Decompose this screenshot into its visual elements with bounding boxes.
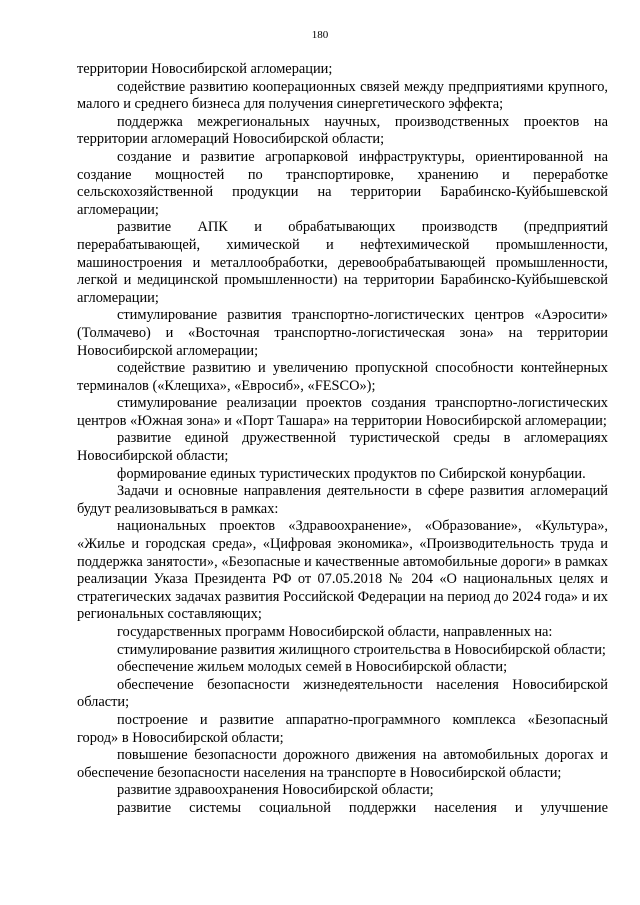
paragraph: развитие АПК и обрабатывающих производств (предприятий перерабатывающей, химической и нефтехимической промышленности, машиностроения и металлообработки, деревообрабатывающей промышленности, легкой и медицинской промышленности) на территории Барабинско-Куйбышевской агломерации; xyxy=(77,219,608,306)
paragraph: стимулирование реализации проектов создания транспортно-логистических центров «Южная зона» и «Порт Ташара» на территории Новосибирской агломерации; xyxy=(77,395,608,429)
paragraph: территории Новосибирской агломерации; xyxy=(77,61,333,77)
paragraph: содействие развитию кооперационных связей между предприятиями крупного, малого и среднего бизнеса для получения синергетического эффекта; xyxy=(77,78,608,113)
paragraph: стимулирование развития жилищного строительства в Новосибирской области; xyxy=(117,641,606,658)
paragraph: обеспечение жильем молодых семей в Новосибирской области; xyxy=(117,659,508,676)
paragraph: развитие единой дружественной туристической среды в агломерациях Новосибирской области; xyxy=(77,430,608,465)
document-body xyxy=(77,61,608,818)
paragraph: повышение безопасности дорожного движения на автомобильных дорогах и обеспечение безопасности населения на транспорте в Новосибирской области; xyxy=(77,747,608,781)
paragraph: создание и развитие агропарковой инфраструктуры, ориентированной на создание мощностей по транспортировке, хранению и переработке сельскохозяйственной продукции на территории Барабинско-Куйбышевской агломерации; xyxy=(77,148,608,218)
paragraph: обеспечение безопасности жизнедеятельности населения Новосибирской области; xyxy=(77,676,608,711)
paragraph: построение и развитие аппаратно-программного комплекса «Безопасный город» в Новосибирской области; xyxy=(77,711,608,746)
paragraph: стимулирование развития транспортно-логистических центров «Аэросити» (Толмачево) и «Восточная транспортно-логистическая зона» на территории Новосибирской агломерации; xyxy=(77,307,608,359)
paragraph: развитие здравоохранения Новосибирской области; xyxy=(117,782,434,799)
paragraph: Задачи и основные направления деятельности в сфере развития агломераций будут реализовываться в рамках: xyxy=(77,483,608,517)
paragraph: национальных проектов «Здравоохранение», «Образование», «Культура», «Жилье и городская среда», «Цифровая экономика», «Производительность труда и поддержка занятости», «Безопасные и качественные автомобильные дороги» в рамках реализации Указа Президента РФ от 07.05.2018 № 204 «О национальных целях и стратегических задачах развития Российской Федерации на период до 2024 года» и их региональных составляющих; xyxy=(77,518,608,623)
paragraph: поддержка межрегиональных научных, производственных проектов на территории агломераций Новосибирской области; xyxy=(77,113,608,148)
paragraph: государственных программ Новосибирской области, направленных на: xyxy=(117,624,553,640)
page-number: 180 xyxy=(311,29,329,41)
paragraph: содействие развитию и увеличению пропускной способности контейнерных терминалов («Клещиха», «Евросиб», «FESCO»); xyxy=(77,360,608,394)
paragraph: развитие системы социальной поддержки населения и улучшение xyxy=(117,799,608,816)
paragraph: формирование единых туристических продуктов по Сибирской конурбации. xyxy=(117,465,586,482)
